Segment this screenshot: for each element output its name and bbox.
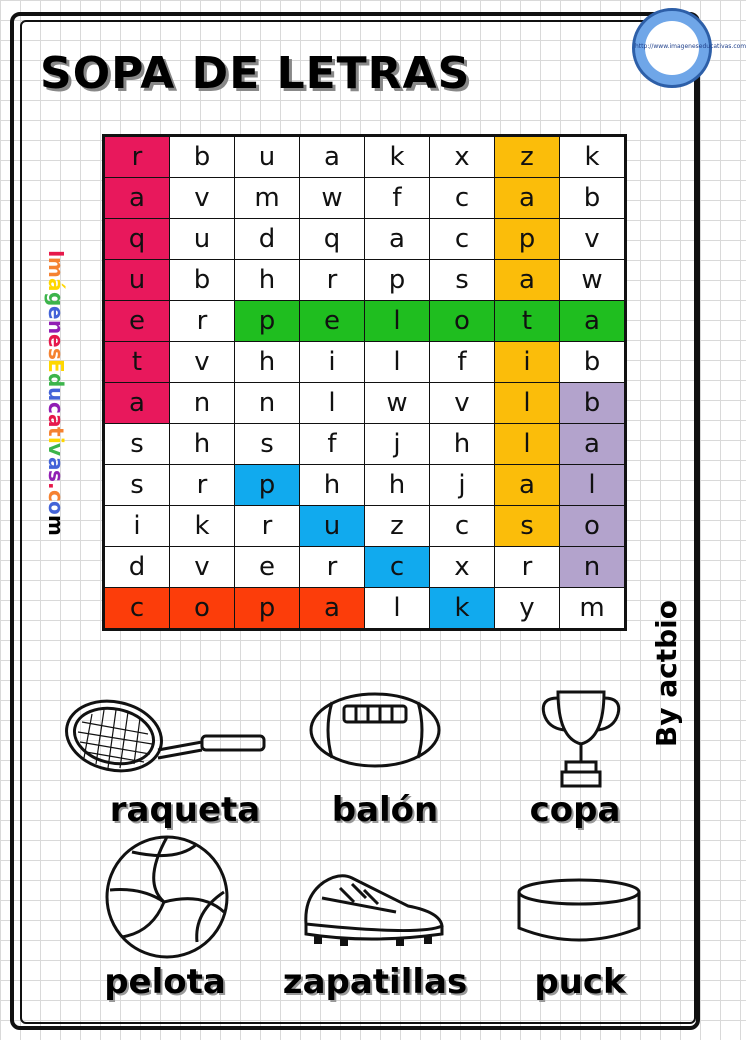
grid-cell[interactable]: t [495,301,560,342]
grid-cell[interactable]: i [495,342,560,383]
grid-cell[interactable]: m [235,178,300,219]
grid-cell[interactable]: h [300,465,365,506]
grid-cell[interactable]: j [365,424,430,465]
grid-cell[interactable]: e [105,301,170,342]
grid-cell[interactable]: f [430,342,495,383]
grid-cell[interactable]: a [300,588,365,629]
grid-cell[interactable]: j [430,465,495,506]
grid-cell[interactable]: q [105,219,170,260]
grid-cell[interactable]: a [560,424,625,465]
grid-cell[interactable]: s [235,424,300,465]
grid-cell[interactable]: w [560,260,625,301]
grid-cell[interactable]: a [300,137,365,178]
word-label-zapatillas: zapatillas [282,962,468,1002]
grid-cell[interactable]: h [430,424,495,465]
grid-cell[interactable]: s [430,260,495,301]
grid-cell[interactable]: c [430,506,495,547]
watermark-letter: I [44,250,68,258]
grid-cell[interactable]: l [560,465,625,506]
grid-cell[interactable]: v [560,219,625,260]
watermark-letter: m [44,257,68,279]
grid-cell[interactable]: d [105,547,170,588]
grid-cell[interactable]: o [560,506,625,547]
grid-cell[interactable]: z [365,506,430,547]
watermark-letter: a [44,456,68,471]
grid-cell[interactable]: l [300,383,365,424]
grid-cell[interactable]: r [235,506,300,547]
grid-cell[interactable]: n [170,383,235,424]
grid-cell[interactable]: r [170,301,235,342]
grid-cell[interactable]: k [430,588,495,629]
watermark-letter: e [44,306,68,320]
grid-cell[interactable]: i [300,342,365,383]
grid-cell[interactable]: e [235,547,300,588]
grid-cell[interactable]: l [365,588,430,629]
watermark-letter: n [44,319,68,334]
grid-cell[interactable]: u [170,219,235,260]
watermark-letter: s [44,347,68,360]
grid-cell[interactable]: a [495,178,560,219]
grid-cell[interactable]: s [105,465,170,506]
grid-row [105,219,625,260]
grid-cell[interactable]: c [105,588,170,629]
grid-cell[interactable]: v [170,547,235,588]
grid-cell[interactable]: a [105,383,170,424]
grid-cell[interactable]: b [170,260,235,301]
football-icon [306,690,444,770]
grid-cell[interactable]: r [495,547,560,588]
watermark-letter: a [44,413,68,428]
grid-cell[interactable]: b [560,383,625,424]
grid-cell[interactable]: r [300,547,365,588]
grid-cell[interactable]: w [300,178,365,219]
watermark-letter: c [44,489,68,502]
cleats-icon [300,862,448,952]
word-label-puck: puck [534,962,626,1002]
grid-cell[interactable]: k [560,137,625,178]
grid-cell[interactable]: e [300,301,365,342]
watermark-letter: E [44,359,68,374]
grid-cell[interactable]: n [235,383,300,424]
grid-row [105,506,625,547]
grid-cell[interactable]: p [365,260,430,301]
grid-cell[interactable]: v [430,383,495,424]
grid-row [105,178,625,219]
grid-cell[interactable]: a [105,178,170,219]
grid-cell[interactable]: k [170,506,235,547]
grid-cell[interactable]: r [300,260,365,301]
trophy-icon [538,686,624,790]
grid-cell[interactable]: v [170,178,235,219]
grid-row [105,547,625,588]
word-label-pelota: pelota [104,962,226,1002]
grid-cell[interactable]: h [365,465,430,506]
watermark-letter: v [44,443,68,457]
grid-cell[interactable]: v [170,342,235,383]
watermark-letter: m [44,515,68,536]
volleyball-icon [102,832,232,962]
watermark-letter: s [44,470,68,482]
grid-cell[interactable]: b [170,137,235,178]
grid-cell[interactable]: s [105,424,170,465]
author-credit: By actbio [650,600,683,748]
grid-row [105,424,625,465]
grid-cell[interactable]: y [495,588,560,629]
watermark-letter: i [44,436,68,444]
grid-cell[interactable]: a [560,301,625,342]
grid-cell[interactable]: n [560,547,625,588]
watermark-letter: d [44,373,68,388]
grid-cell[interactable]: u [235,137,300,178]
grid-cell[interactable]: l [495,424,560,465]
grid-cell[interactable]: p [235,588,300,629]
grid-cell[interactable]: o [430,301,495,342]
grid-cell[interactable]: o [170,588,235,629]
grid-cell[interactable]: i [105,506,170,547]
grid-cell[interactable]: c [365,547,430,588]
grid-cell[interactable]: c [430,219,495,260]
grid-cell[interactable]: t [105,342,170,383]
grid-cell[interactable]: h [170,424,235,465]
grid-cell[interactable]: c [430,178,495,219]
hockey-puck-icon [514,876,644,948]
grid-row [105,342,625,383]
grid-row [105,588,625,629]
logo-text: http://www.imageneseducativas.com [635,43,746,50]
grid-cell[interactable]: w [365,383,430,424]
grid-cell[interactable]: l [365,301,430,342]
grid-cell[interactable]: l [365,342,430,383]
word-label-raqueta: raqueta [109,790,261,830]
grid-cell[interactable]: s [495,506,560,547]
watermark-letter: . [44,481,68,490]
grid-cell[interactable]: r [105,137,170,178]
grid-cell[interactable]: x [430,137,495,178]
grid-row [105,383,625,424]
grid-cell[interactable]: f [300,424,365,465]
grid-cell[interactable]: p [235,465,300,506]
grid-cell[interactable]: u [105,260,170,301]
grid-cell[interactable]: a [495,260,560,301]
grid-cell[interactable]: b [560,342,625,383]
grid-cell[interactable]: h [235,342,300,383]
grid-cell[interactable]: b [560,178,625,219]
grid-cell[interactable]: p [235,301,300,342]
grid-cell[interactable]: r [170,465,235,506]
grid-row [105,465,625,506]
grid-row [105,137,625,178]
watermark-letter: o [44,501,68,516]
word-label-copa: copa [529,790,621,830]
watermark-letter: c [44,401,68,414]
grid-cell[interactable]: l [495,383,560,424]
grid-cell[interactable]: a [495,465,560,506]
watermark-letter: g [44,291,68,307]
grid-cell[interactable]: k [365,137,430,178]
watermark-letter: e [44,333,68,348]
grid-cell[interactable]: z [495,137,560,178]
grid-cell[interactable]: q [300,219,365,260]
grid-cell[interactable]: u [300,506,365,547]
tennis-racket-icon [62,692,268,788]
side-watermark [44,250,68,536]
site-logo[interactable] [632,8,746,88]
grid-cell[interactable]: f [365,178,430,219]
word-search-grid [104,136,625,629]
word-label-balon: balón [331,790,439,830]
grid-cell[interactable]: m [560,588,625,629]
page-title: SOPA DE LETRAS [40,48,471,99]
grid-row [105,301,625,342]
watermark-letter: u [44,387,68,402]
grid-cell[interactable]: d [235,219,300,260]
grid-row [105,260,625,301]
watermark-letter: á [44,278,68,292]
grid-cell[interactable]: a [365,219,430,260]
watermark-letter: t [44,427,68,437]
grid-cell[interactable]: x [430,547,495,588]
grid-cell[interactable]: h [235,260,300,301]
grid-cell[interactable]: p [495,219,560,260]
